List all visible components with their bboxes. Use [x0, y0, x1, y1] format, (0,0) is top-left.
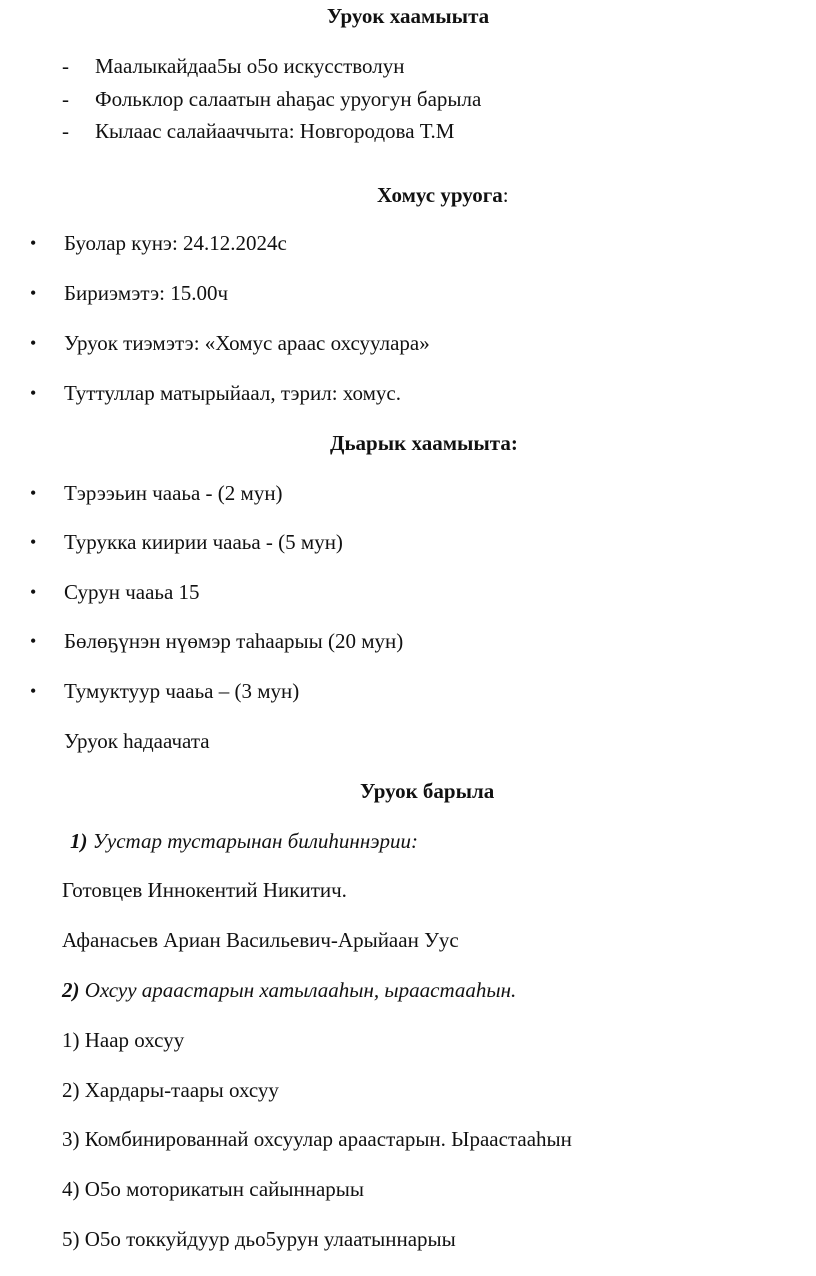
bullet-marker: • — [30, 383, 37, 403]
page-title: Уруок хаамыыта — [326, 4, 490, 28]
bullet-marker: • — [30, 631, 37, 651]
list-item-text: Бөлөҕүнэн нүөмэр таһаарыы (20 мун) — [64, 629, 404, 653]
bullet-marker: • — [30, 582, 37, 602]
list-item-text: Тумуктуур чааьа – (3 мун) — [64, 679, 300, 703]
bullet-marker: • — [30, 333, 37, 353]
master-name: Афанасьев Ариан Васильевич-Арыйаан Уус — [62, 928, 459, 952]
list-item-text: Уруок тиэмэтэ: «Хомус араас охсуулара» — [64, 331, 430, 355]
section-heading-khomus — [377, 182, 509, 208]
part-heading-strokes — [62, 977, 516, 1003]
section-heading-plan: Уруок барыла — [360, 779, 495, 803]
step-item: 3) Комбинированнай охсуулар араастарын. Ыраастааһын — [62, 1127, 572, 1151]
intro-item-text: Фольклор салаатын аһаҕас уруогун барыла — [95, 87, 482, 111]
section-heading-progress: Дьарык хаамыыта: — [330, 431, 518, 455]
master-name: Готовцев Иннокентий Никитич. — [62, 878, 347, 902]
part-title: Охсуу араастарын хатылааһын, ыраастааһын. — [84, 978, 517, 1002]
step-item: 5) О5о токкуйдуур дьо5урун улаатыннарыы — [62, 1227, 456, 1251]
list-item-text: Буолар кунэ: 24.12.2024с — [64, 231, 287, 255]
lesson-goal-line: Уруок һадаачата — [64, 729, 210, 753]
bullet-marker: • — [30, 483, 37, 503]
step-item: 4) О5о моторикатын сайыннарыы — [62, 1177, 365, 1201]
dash-marker: - — [62, 119, 69, 143]
bullet-marker: • — [30, 532, 37, 552]
part-heading-masters — [70, 828, 418, 854]
bullet-marker: • — [30, 233, 37, 253]
list-item-text: Сурун чааьа 15 — [64, 580, 200, 604]
part-number: 1) — [70, 829, 88, 853]
dash-marker: - — [62, 54, 69, 78]
step-item: 1) Наар охсуу — [62, 1028, 185, 1052]
section-heading-text: Хомус уруога — [377, 183, 503, 207]
intro-item-text: Маалыкайдаа5ы о5о искусстволун — [95, 54, 405, 78]
list-item-text: Туттуллар матырыйаал, тэрил: хомус. — [64, 381, 402, 405]
part-number: 2) — [62, 978, 80, 1002]
bullet-marker: • — [30, 681, 37, 701]
intro-item-text: Кылаас салайааччыта: Новгородова Т.М — [95, 119, 455, 143]
dash-marker: - — [62, 87, 69, 111]
heading-colon: : — [502, 183, 509, 207]
list-item-text: Тэрээьин чааьа - (2 мун) — [64, 481, 283, 505]
step-item: 2) Хардары-таары охсуу — [62, 1078, 279, 1102]
list-item-text: Турукка киирии чааьа - (5 мун) — [64, 530, 343, 554]
list-item-text: Бириэмэтэ: 15.00ч — [64, 281, 229, 305]
part-title: Уустар тустарынан билиһиннэрии: — [92, 829, 419, 853]
bullet-marker: • — [30, 283, 37, 303]
